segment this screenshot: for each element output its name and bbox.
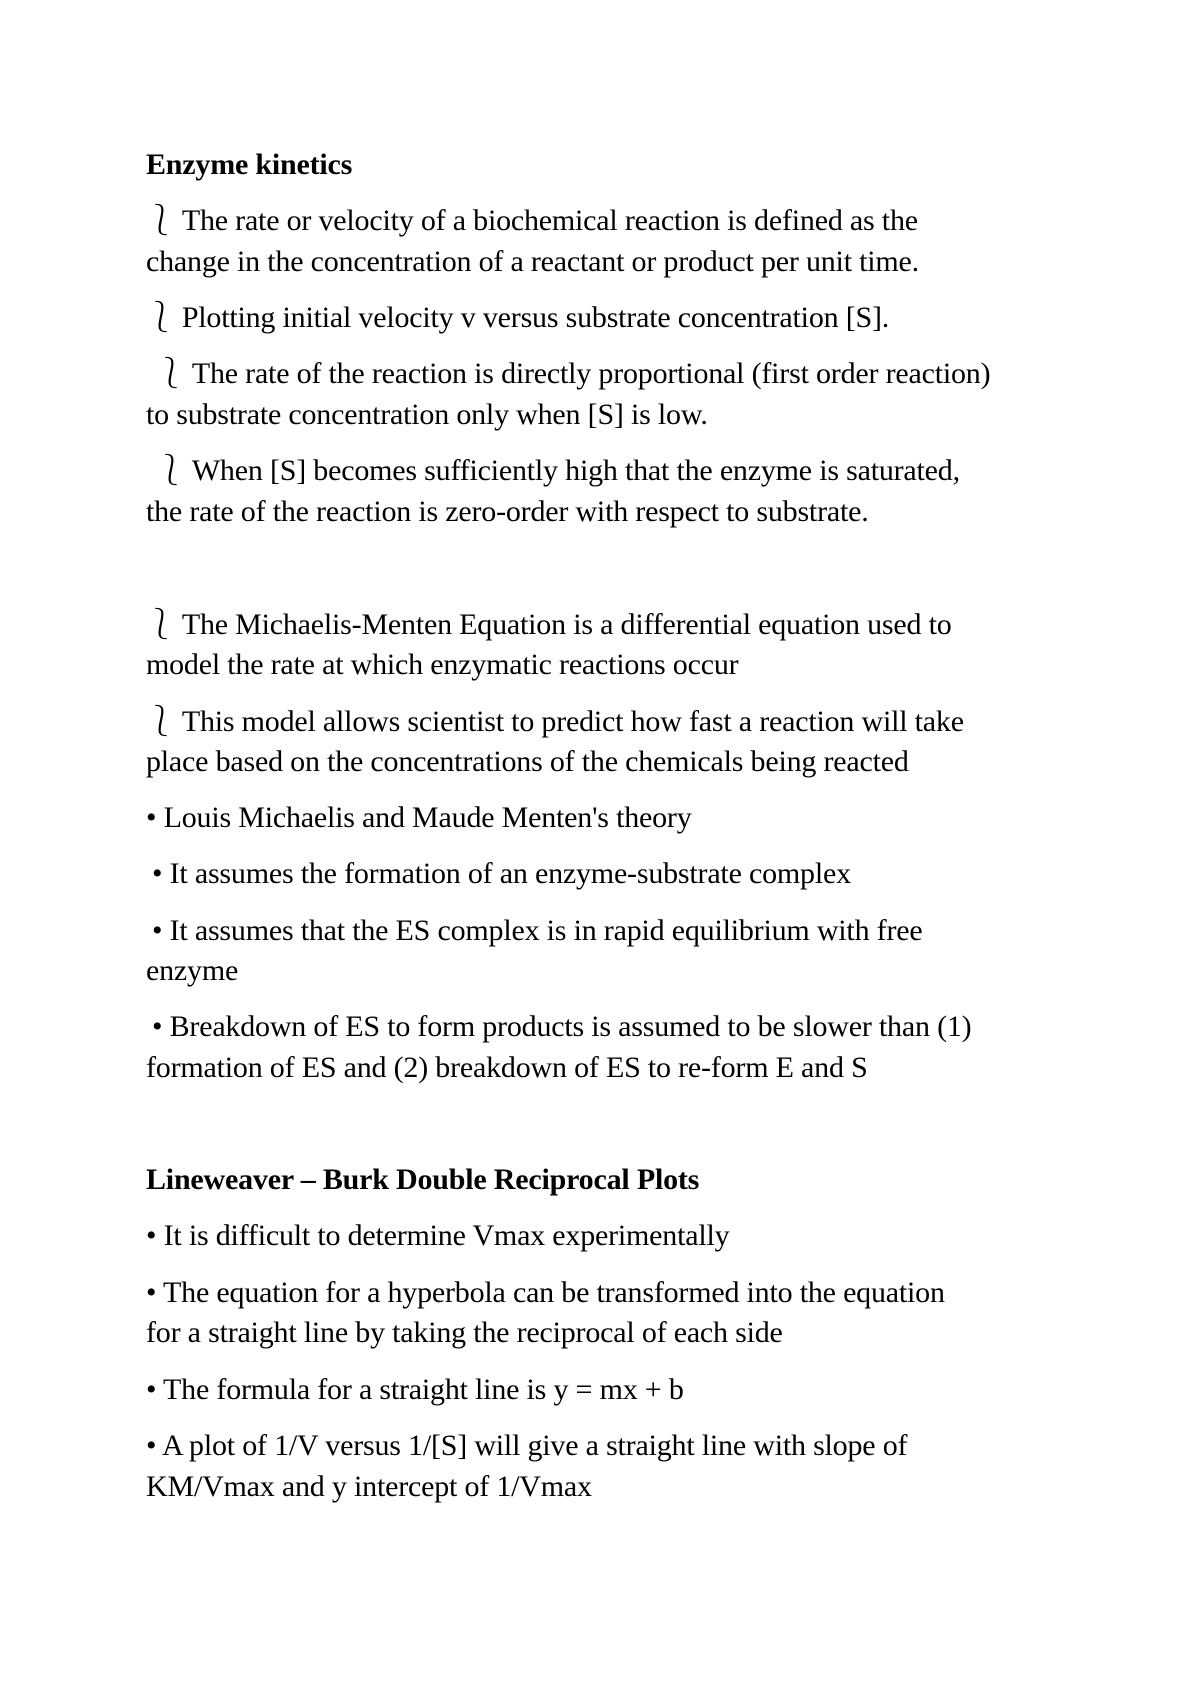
list-item-text: The rate or velocity of a biochemical reaction is defined as the [181,204,918,237]
section-heading-enzyme-kinetics: Enzyme kinetics [146,148,353,181]
list-item [156,357,990,391]
list-item: • The formula for a straight line is y = mx + b [146,1373,684,1406]
list-item: • It assumes the formation of an enzyme-substrate complex [152,857,851,890]
list-item: • It is difficult to determine Vmax experimentally [146,1219,730,1252]
bullet-marker-icon: ⎱ [146,705,176,738]
list-item-text: The Michaelis-Menten Equation is a differential equation used to [181,608,952,641]
bullet-marker-icon: ⎱ [156,454,186,487]
list-item-text: When [S] becomes sufficiently high that the enzyme is saturated, [191,454,960,487]
list-item-continuation: model the rate at which enzymatic reactions occur [146,648,739,681]
list-item-continuation: the rate of the reaction is zero-order with respect to substrate. [146,495,869,528]
list-item-continuation: KM/Vmax and y intercept of 1/Vmax [146,1470,592,1503]
list-item-continuation: place based on the concentrations of the chemicals being reacted [146,745,909,778]
list-item: • Breakdown of ES to form products is assumed to be slower than (1) [152,1010,972,1043]
list-item [146,301,889,335]
bullet-marker-icon: ⎱ [146,301,176,334]
list-item: • The equation for a hyperbola can be transformed into the equation [146,1276,945,1309]
list-item [146,608,952,642]
bullet-marker-icon: ⎱ [156,357,186,390]
list-item-continuation: change in the concentration of a reactant or product per unit time. [146,245,919,278]
list-item [146,705,964,739]
bullet-marker-icon: ⎱ [146,204,176,237]
list-item-continuation: to substrate concentration only when [S] is low. [146,398,708,431]
list-item: • A plot of 1/V versus 1/[S] will give a straight line with slope of [146,1429,908,1462]
bullet-marker-icon: ⎱ [146,608,176,641]
list-item [146,204,918,238]
list-item-text: This model allows scientist to predict how fast a reaction will take [181,705,964,738]
list-item-text: Plotting initial velocity v versus substrate concentration [S]. [181,301,890,334]
list-item-text: The rate of the reaction is directly proportional (first order reaction) [191,357,991,390]
list-item: • Louis Michaelis and Maude Menten's theory [146,801,692,834]
list-item-continuation: enzyme [146,954,239,987]
list-item-continuation: for a straight line by taking the reciprocal of each side [146,1316,783,1349]
list-item: • It assumes that the ES complex is in rapid equilibrium with free [152,914,923,947]
list-item [156,454,960,488]
list-item-continuation: formation of ES and (2) breakdown of ES to re-form E and S [146,1051,868,1084]
section-heading-lineweaver-burk: Lineweaver – Burk Double Reciprocal Plots [146,1163,700,1196]
